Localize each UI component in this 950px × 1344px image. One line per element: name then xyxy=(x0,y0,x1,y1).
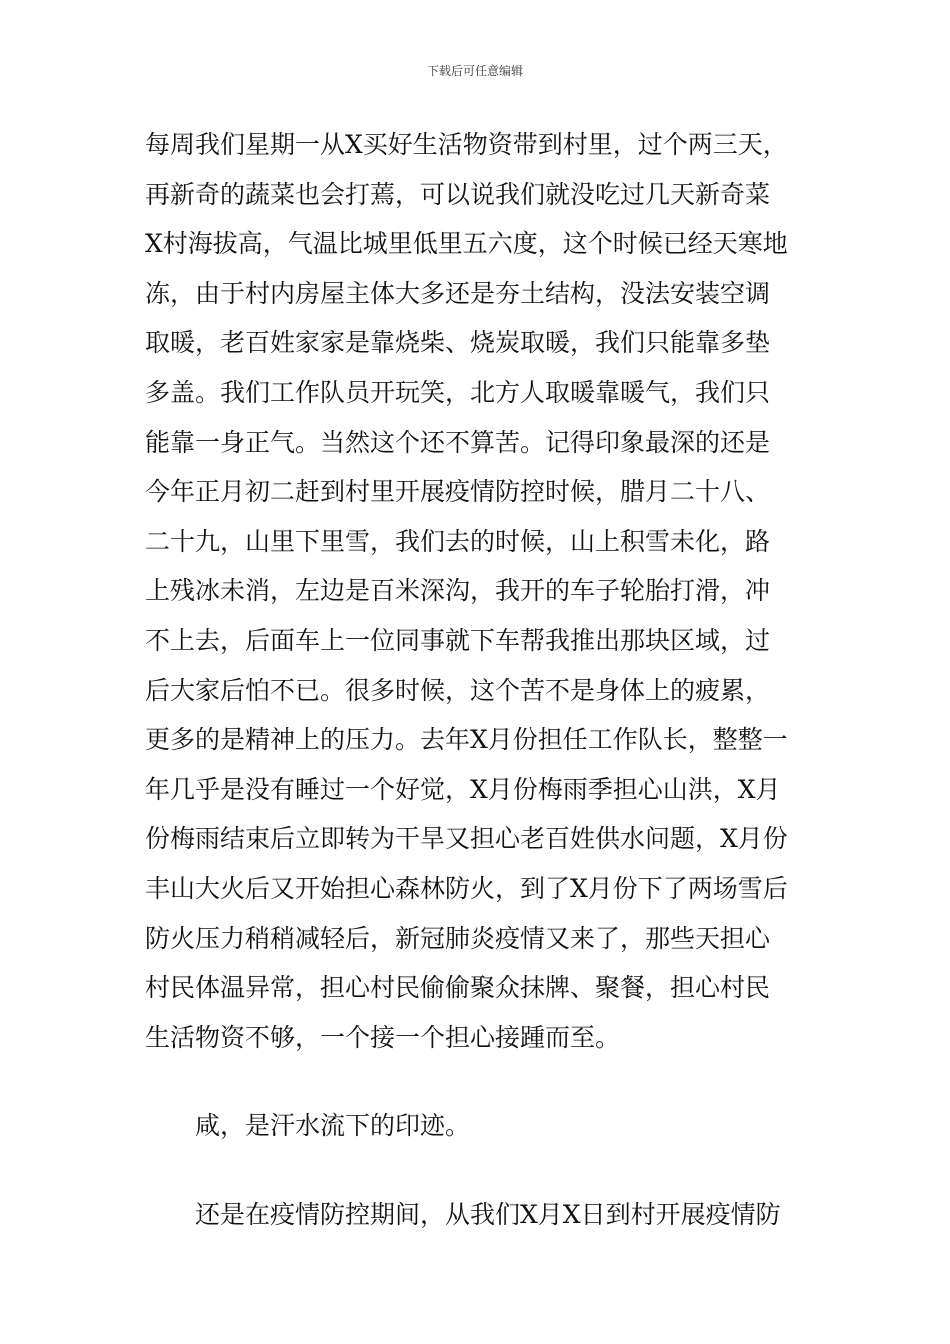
text-line: 今年正月初二赶到村里开展疫情防控时候，腊月二十八、 xyxy=(145,477,771,507)
text-line: 能靠一身正气。当然这个还不算苦。记得印象最深的还是 xyxy=(145,427,771,457)
text-line: 多盖。我们工作队员开玩笑，北方人取暖靠暖气，我们只 xyxy=(145,377,771,407)
paragraph-gap xyxy=(145,1151,815,1190)
text-line: 村民体温异常，担心村民偷偷聚众抹牌、聚餐，担心村民 xyxy=(145,973,771,1003)
text-line: 上残冰未消，左边是百米深沟，我开的车子轮胎打滑，冲 xyxy=(145,576,771,606)
text-line: 取暖，老百姓家家是靠烧柴、烧炭取暖，我们只能靠多垫 xyxy=(145,328,771,358)
text-line: 冻，由于村内房屋主体大多还是夯土结构，没法安装空调 xyxy=(145,278,771,308)
paragraph xyxy=(145,120,815,1062)
text-line: 还是在疫情防控期间，从我们X月X日到村开展疫情防 xyxy=(195,1199,781,1229)
paragraph xyxy=(145,1101,815,1151)
document-body xyxy=(145,120,815,1239)
text-line: 年几乎是没有睡过一个好觉，X月份梅雨季担心山洪，X月 xyxy=(145,774,781,804)
text-line: 份梅雨结束后立即转为干旱又担心老百姓供水问题，X月份 xyxy=(145,824,788,854)
text-line: 每周我们星期一从X买好生活物资带到村里，过个两三天， xyxy=(145,130,788,159)
text-line: 再新奇的蔬菜也会打蔫，可以说我们就没吃过几天新奇菜 xyxy=(145,179,771,209)
text-line: 咸，是汗水流下的印迹。 xyxy=(195,1111,471,1141)
paragraph-gap xyxy=(145,1062,815,1101)
text-line: X村海拔高，气温比城里低里五六度，这个时候已经天寒地 xyxy=(145,229,788,259)
text-line: 二十九，山里下里雪，我们去的时候，山上积雪未化，路 xyxy=(145,526,771,556)
text-line: 生活物资不够，一个接一个担心接踵而至。 xyxy=(145,1022,621,1052)
text-line: 丰山大火后又开始担心森林防火，到了X月份下了两场雪后 xyxy=(145,873,788,903)
text-line: 防火压力稍稍减轻后，新冠肺炎疫情又来了，那些天担心 xyxy=(145,923,771,953)
paragraph xyxy=(145,1190,815,1240)
page-header: 下载后可任意编辑 xyxy=(426,64,523,78)
text-line: 更多的是精神上的压力。去年X月份担任工作队长，整整一 xyxy=(145,725,788,755)
text-line: 后大家后怕不已。很多时候，这个苦不是身体上的疲累， xyxy=(145,675,771,705)
text-line: 不上去，后面车上一位同事就下车帮我推出那块区域，过 xyxy=(145,625,771,655)
